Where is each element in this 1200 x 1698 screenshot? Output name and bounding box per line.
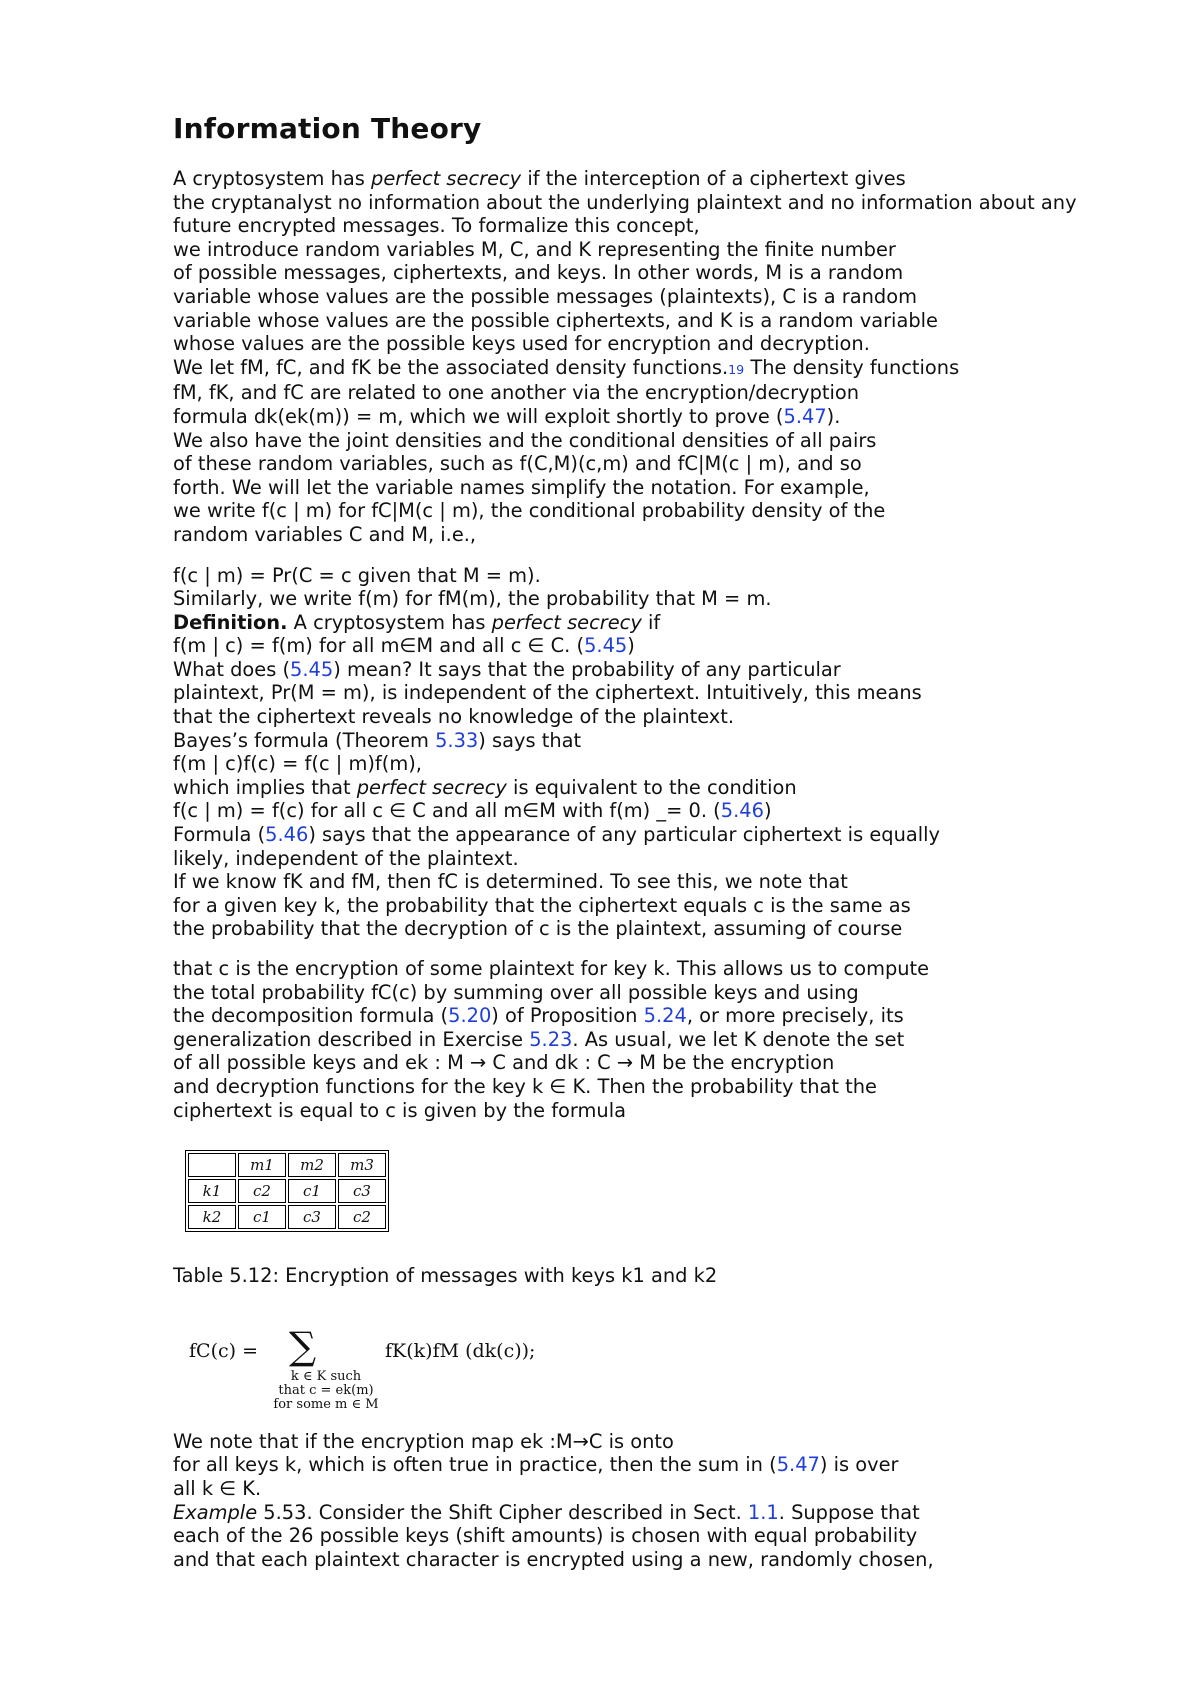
text-line: likely, independent of the plaintext.	[173, 846, 519, 870]
text-line: the total probability fC(c) by summing over all possible keys and using	[173, 980, 859, 1004]
text-line: all k ∈ K.	[173, 1476, 262, 1500]
text-line: f(m | c)f(c) = f(c | m)f(m),	[173, 752, 422, 776]
text-line: Example 5.53. Consider the Shift Cipher described in Sect. 1.1. Suppose that	[173, 1500, 920, 1524]
text-line: Definition. A cryptosystem has perfect secrecy if	[173, 610, 661, 634]
text-line: and that each plaintext character is encrypted using a new, randomly chosen,	[173, 1547, 934, 1571]
text-line: We also have the joint densities and the conditional densities of all pairs	[173, 428, 877, 452]
formula-right: fK(k)fM (dk(c));	[385, 1339, 536, 1362]
text-line: forth. We will let the variable names simplify the notation. For example,	[173, 475, 870, 499]
text-line: for all keys k, which is often true in practice, then the sum in (5.47) is over	[173, 1453, 899, 1477]
sum-formula	[189, 1323, 1133, 1416]
text-line: the cryptanalyst no information about the underlying plaintext and no information about any	[173, 190, 1077, 214]
text-line: fM, fK, and fC are related to one another via the encryption/decryption	[173, 381, 860, 405]
text-line: of all possible keys and ek : M → C and dk : C → M be the encryption	[173, 1051, 835, 1075]
text-line: the decomposition formula (5.20) of Proposition 5.24, or more precisely, its	[173, 1004, 904, 1028]
paragraph-example	[173, 1430, 1133, 1572]
text-line: f(c | m) = Pr(C = c given that M = m).	[173, 563, 541, 587]
encryption-table-wrapper	[185, 1150, 1133, 1232]
text-line: f(m | c) = f(m) for all m∈M and all c ∈ C. (5.45)	[173, 634, 635, 658]
text-line: generalization described in Exercise 5.23. As usual, we let K denote the set	[173, 1027, 905, 1051]
text-line: we write f(c | m) for fC|M(c | m), the conditional probability density of the	[173, 499, 886, 523]
table-cell: k1	[188, 1179, 236, 1203]
formula-left: fC(c) =	[189, 1339, 258, 1362]
table-cell: c3	[338, 1179, 386, 1203]
table-cell: m3	[338, 1153, 386, 1177]
text-line: that c is the encryption of some plaintext for key k. This allows us to compute	[173, 957, 930, 980]
text-line: the probability that the decryption of c is the plaintext, assuming of course	[173, 917, 903, 941]
text-line: We let fM, fC, and fK be the associated density functions.19 The density functions	[173, 355, 960, 379]
text-line: random variables C and M, i.e.,	[173, 522, 477, 546]
text-line: future encrypted messages. To formalize this concept,	[173, 214, 700, 238]
table-caption: Table 5.12: Encryption of messages with keys k1 and k2	[173, 1264, 718, 1288]
formula-sub-line: that c = ek(m)	[278, 1382, 374, 1398]
paragraph-total-probability	[173, 957, 1133, 1122]
table-cell: c1	[288, 1179, 336, 1203]
page-title: Information Theory	[173, 112, 482, 145]
text-line: Formula (5.46) says that the appearance of any particular ciphertext is equally	[173, 823, 940, 847]
text-line: whose values are the possible keys used for encryption and decryption.	[173, 332, 870, 356]
document-page	[173, 112, 1133, 1571]
formula-sub-line: k ∈ K such	[290, 1368, 362, 1384]
formula-sub-line: for some m ∈ M	[273, 1396, 379, 1412]
text-line: of these random variables, such as f(C,M)(c,m) and fC|M(c | m), and so	[173, 452, 862, 476]
formula-subscript	[261, 1370, 391, 1412]
text-line: variable whose values are the possible messages (plaintexts), C is a random	[173, 284, 917, 308]
text-line: ciphertext is equal to c is given by the formula	[173, 1098, 626, 1122]
text-line: that the ciphertext reveals no knowledge of the plaintext.	[173, 705, 735, 729]
text-line: What does (5.45) mean? It says that the probability of any particular	[173, 657, 841, 681]
text-line: Bayes’s formula (Theorem 5.33) says that	[173, 728, 582, 752]
paragraph-intro	[173, 167, 1133, 547]
text-line: plaintext, Pr(M = m), is independent of the ciphertext. Intuitively, this means	[173, 681, 922, 705]
encryption-table	[185, 1150, 389, 1232]
text-line: We note that if the encryption map ek :M→C is onto	[173, 1429, 674, 1453]
table-cell	[188, 1153, 236, 1177]
text-line: If we know fK and fM, then fC is determined. To see this, we note that	[173, 870, 848, 894]
text-line: formula dk(ek(m)) = m, which we will exploit shortly to prove (5.47).	[173, 404, 841, 428]
text-line: A cryptosystem has perfect secrecy if the interception of a ciphertext gives	[173, 167, 906, 190]
table-cell: c2	[338, 1205, 386, 1229]
table-row	[188, 1179, 386, 1203]
table-row	[188, 1205, 386, 1229]
table-cell: c3	[288, 1205, 336, 1229]
text-line: for a given key k, the probability that the ciphertext equals c is the same as	[173, 893, 911, 917]
table-cell: c2	[238, 1179, 286, 1203]
table-cell: k2	[188, 1205, 236, 1229]
text-line: of possible messages, ciphertexts, and keys. In other words, M is a random	[173, 261, 904, 285]
spacer	[173, 941, 1133, 957]
text-line: which implies that perfect secrecy is equivalent to the condition	[173, 775, 797, 799]
spacer	[173, 547, 1133, 564]
text-line: f(c | m) = f(c) for all c ∈ C and all m∈M with f(m) _= 0. (5.46)	[173, 799, 772, 823]
sigma-symbol: ∑	[289, 1323, 317, 1368]
text-line: each of the 26 possible keys (shift amounts) is chosen with equal probability	[173, 1524, 918, 1548]
table-cell: c1	[238, 1205, 286, 1229]
table-header-row	[188, 1153, 386, 1177]
table-cell: m2	[288, 1153, 336, 1177]
paragraph-definition	[173, 564, 1133, 942]
table-cell: m1	[238, 1153, 286, 1177]
text-line: we introduce random variables M, C, and K representing the finite number	[173, 237, 896, 261]
text-line: and decryption functions for the key k ∈ K. Then the probability that the	[173, 1074, 877, 1098]
text-line: variable whose values are the possible ciphertexts, and K is a random variable	[173, 308, 938, 332]
text-line: Similarly, we write f(m) for fM(m), the probability that M = m.	[173, 587, 772, 611]
